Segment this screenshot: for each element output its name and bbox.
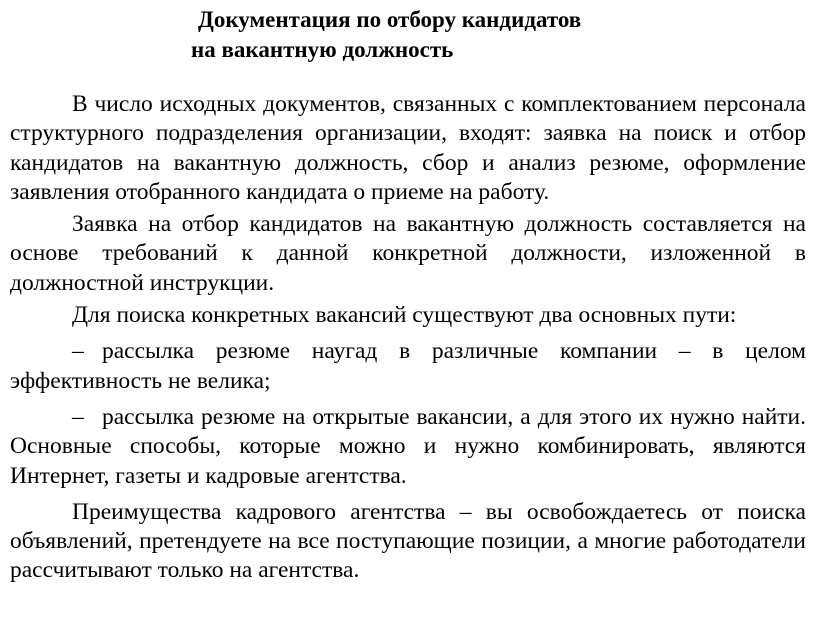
list-item-text: рассылка резюме наугад в различные компании – в целом эффективность не велика; bbox=[10, 338, 806, 394]
document-body bbox=[10, 90, 806, 586]
paragraph-agency-advantages: Преимущества кадрового агентства – вы освобождаетесь от поиска объявлений, претендуете на все поступающие позиции, а многие работодатели рассчитывают только на агентства. bbox=[10, 498, 806, 584]
list-item-open-vacancies bbox=[10, 403, 806, 491]
list-item-text: рассылка резюме на открытые вакансии, а для этого их нужно найти. Основные способы, которые можно и нужно комбинировать, являются Интернет, газеты и кадровые агентства. bbox=[10, 403, 806, 489]
paragraph-intro: В число исходных документов, связанных с комплектованием персонала структурного подразделения организации, входят: заявка на поиск и отбор кандидатов на вакантную должность, сбор и анализ резюме, оформление заявления отобранного кандидата о приеме на работу. bbox=[10, 91, 806, 205]
paragraph-request: Заявка на отбор кандидатов на вакантную должность составляется на основе требований к данной конкретной должности, изложенной в должностной инструкции. bbox=[10, 211, 806, 296]
list-dash: – bbox=[72, 338, 84, 365]
paragraph-search-ways: Для поиска конкретных вакансий существуют два основных пути: bbox=[72, 302, 737, 329]
list-dash: – bbox=[72, 403, 84, 430]
document-title-line-1: Документация по отбору кандидатов bbox=[198, 7, 582, 32]
list-item-random-mailing bbox=[10, 337, 806, 396]
document-title-line-2: на вакантную должность bbox=[191, 37, 454, 62]
